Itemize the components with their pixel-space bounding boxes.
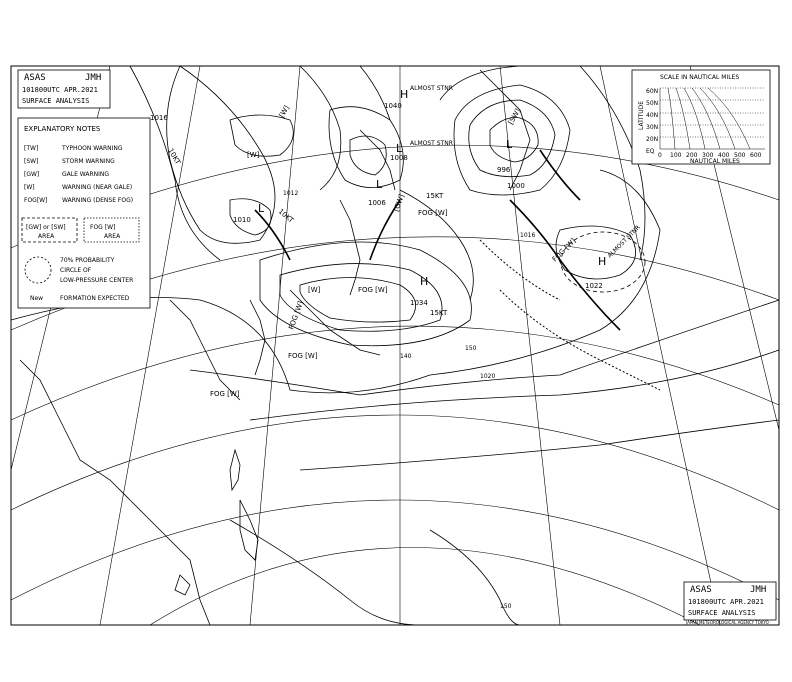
low-value: 1000 bbox=[507, 182, 525, 190]
lon-label: 150 bbox=[465, 345, 477, 352]
legend-code-fog: FOG[W] bbox=[24, 197, 48, 204]
legend-text-gw: GALE WARNING bbox=[62, 171, 110, 178]
scale-nm-500: 500 bbox=[734, 152, 746, 159]
footer-datetime: 101800UTC APR.2021 bbox=[688, 598, 764, 606]
scale-nm-200: 200 bbox=[686, 152, 698, 159]
scale-nm-600: 600 bbox=[750, 152, 762, 159]
isobar-label: 1016 bbox=[520, 232, 536, 239]
high-value: 1016 bbox=[150, 114, 168, 122]
scale-lat-20: 20N bbox=[646, 136, 659, 143]
scale-nm-300: 300 bbox=[702, 152, 714, 159]
high-symbol: H bbox=[598, 255, 607, 268]
warning-label: FOG [W] bbox=[288, 352, 318, 360]
motion-label: ALMOST STNR bbox=[410, 85, 453, 92]
footer-box bbox=[684, 582, 776, 625]
lon-label: 150 bbox=[500, 603, 512, 610]
warning-label: [W] bbox=[277, 104, 291, 119]
legend-prob-2: CIRCLE OF bbox=[60, 267, 92, 274]
legend-code-gw: [GW] bbox=[24, 171, 40, 178]
high-value: 1034 bbox=[410, 299, 428, 307]
motion-label: 10KT bbox=[276, 207, 296, 225]
legend-text-tw: TYPHOON WARNING bbox=[62, 145, 123, 152]
legend-new-label: New bbox=[30, 295, 44, 302]
warning-label: FOG [W] bbox=[358, 286, 388, 294]
legend-code-w: [W] bbox=[24, 184, 35, 191]
footer-agency: ASAS bbox=[690, 585, 712, 595]
isobar-label: 1020 bbox=[480, 373, 496, 380]
low-value: 996 bbox=[497, 166, 511, 174]
warning-label: [SW] bbox=[506, 107, 523, 126]
scale-lat-40: 40N bbox=[646, 112, 659, 119]
warning-label: [GW] bbox=[392, 193, 406, 213]
footer-credit: JAPAN METEOROLOGICAL AGENCY TOKYO bbox=[686, 620, 769, 625]
low-value: 1010 bbox=[233, 216, 251, 224]
motion-label: 15KT bbox=[430, 309, 448, 317]
scale-xlabel: NAUTICAL MILES bbox=[690, 158, 740, 165]
high-value: 1022 bbox=[585, 282, 603, 290]
header-box bbox=[18, 70, 110, 108]
scale-title: SCALE IN NAUTICAL MILES bbox=[660, 74, 740, 81]
header-title: SURFACE ANALYSIS bbox=[22, 97, 90, 105]
legend-text-w: WARNING (NEAR GALE) bbox=[62, 184, 133, 191]
high-value: 1040 bbox=[384, 102, 402, 110]
header-agency: ASAS bbox=[24, 73, 46, 83]
scale-lat-60: 60N bbox=[646, 88, 659, 95]
low-symbol: L bbox=[506, 138, 513, 151]
low-symbol: L bbox=[376, 178, 383, 191]
low-symbol: L bbox=[258, 202, 265, 215]
legend-area-gw-sw: [GW] or [SW] bbox=[26, 224, 66, 231]
warning-label: FOG [W] bbox=[210, 390, 240, 398]
legend-box bbox=[18, 118, 150, 308]
high-symbol: H bbox=[420, 275, 429, 288]
legend-area-word-1: AREA bbox=[38, 233, 55, 240]
lon-label: 140 bbox=[400, 353, 412, 360]
low-value: 1006 bbox=[368, 199, 386, 207]
scale-lat-30: 30N bbox=[646, 124, 659, 131]
motion-label: 15KT bbox=[426, 192, 444, 200]
legend-area-fog: FOG [W] bbox=[90, 224, 116, 231]
footer-title: SURFACE ANALYSIS bbox=[688, 609, 756, 617]
motion-label: ALMOST STNR bbox=[606, 224, 642, 260]
warning-label: FOG [W] bbox=[287, 300, 305, 331]
scale-ylabel: LATITUDE bbox=[638, 100, 645, 130]
legend-prob-3: LOW-PRESSURE CENTER bbox=[60, 277, 134, 284]
isobar-label: 1012 bbox=[283, 190, 299, 197]
legend-prob-1: 70% PROBABILITY bbox=[60, 257, 115, 264]
warning-label: FOG [W] bbox=[418, 209, 448, 217]
header-center: JMH bbox=[85, 73, 102, 83]
motion-label: ALMOST STNR bbox=[410, 140, 453, 147]
header-datetime: 101800UTC APR.2021 bbox=[22, 86, 98, 94]
motion-label: 10KT bbox=[166, 147, 182, 166]
low-value: 1008 bbox=[390, 154, 408, 162]
low-symbol: L bbox=[396, 142, 403, 155]
warning-label: [W] bbox=[308, 286, 321, 294]
warning-label: [W] bbox=[247, 151, 260, 159]
legend-code-sw: [SW] bbox=[24, 158, 39, 165]
legend-code-tw: [TW] bbox=[24, 145, 39, 152]
scale-nm-0: 0 bbox=[658, 152, 662, 159]
legend-new-text: FORMATION EXPECTED bbox=[60, 295, 130, 302]
warning-label: FOG [W] bbox=[550, 236, 578, 264]
legend-area-word-2: AREA bbox=[104, 233, 121, 240]
legend-title: EXPLANATORY NOTES bbox=[24, 125, 101, 133]
footer-center: JMH bbox=[750, 585, 767, 595]
legend-text-fog: WARNING (DENSE FOG) bbox=[62, 197, 134, 204]
high-symbol: H bbox=[400, 88, 409, 101]
scale-lat-50: 50N bbox=[646, 100, 659, 107]
legend-text-sw: STORM WARNING bbox=[62, 158, 115, 165]
scale-nm-100: 100 bbox=[670, 152, 682, 159]
scale-nm-400: 400 bbox=[718, 152, 730, 159]
scale-lat-eq: EQ bbox=[646, 148, 655, 155]
scale-box bbox=[632, 70, 770, 165]
